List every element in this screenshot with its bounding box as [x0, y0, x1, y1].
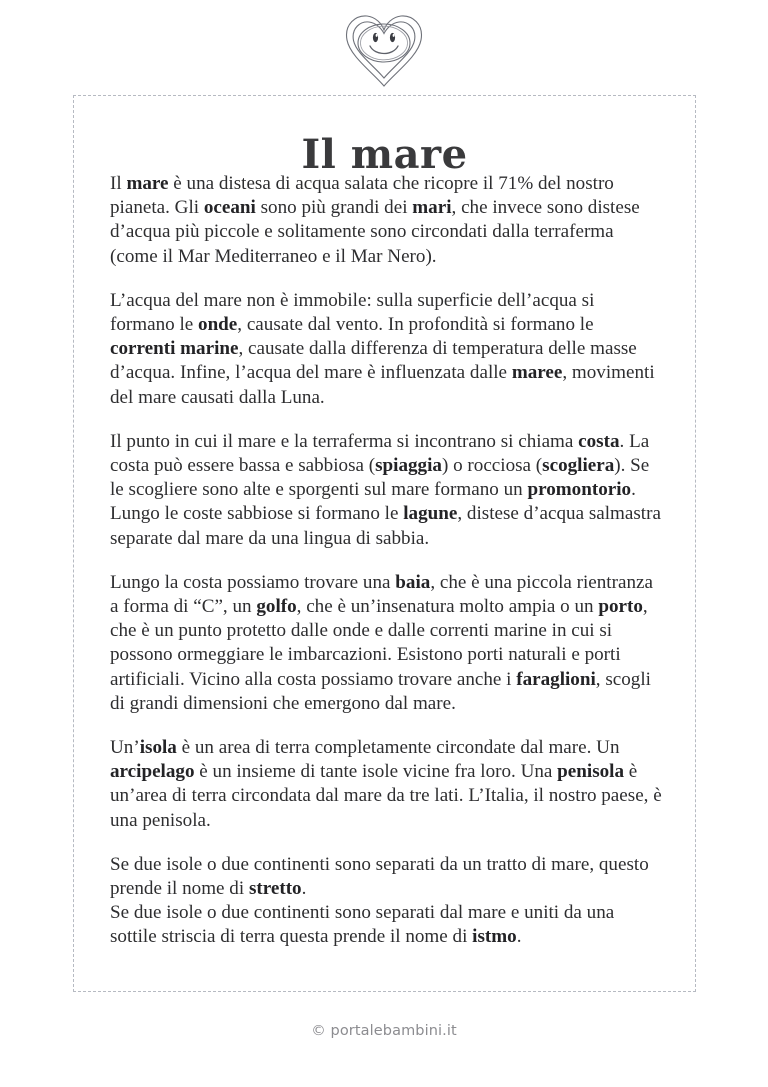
key-term: scogliera	[542, 455, 615, 477]
key-term: porto	[598, 596, 643, 618]
paragraph	[110, 289, 663, 410]
article-body	[110, 172, 663, 950]
key-term: costa	[578, 430, 620, 452]
paragraph	[110, 571, 663, 716]
key-term: arcipelago	[110, 761, 195, 783]
paragraph	[110, 172, 663, 269]
body-text: è un’area di terra circondata dal mare da tre lati. L’Italia, il nostro paese, è una penisola.	[110, 761, 662, 831]
body-text: .	[516, 926, 522, 948]
body-text: Se due isole o due continenti sono separati da un tratto di mare, questo prende il nome di	[110, 853, 649, 900]
body-text: ). Se le scogliere sono alte e sporgenti sul mare formano un	[110, 455, 650, 501]
key-term: baia	[395, 571, 431, 593]
body-text: , che è un’insenatura molto ampia o un	[296, 596, 599, 618]
key-term: correnti marine	[110, 338, 239, 360]
paragraph	[110, 736, 663, 833]
key-term: stretto	[248, 878, 302, 900]
key-term: istmo	[472, 926, 517, 948]
body-text: , che è un punto protetto dalle onde e dalle correnti marine in cui si possono ormeggiare le imbarcazioni. Esistono porti naturali e porti artificiali. Vicino alla costa possiamo trovare anche i	[110, 596, 648, 690]
heart-smiley-icon	[342, 12, 426, 90]
key-term: mari	[412, 197, 452, 219]
body-text: Se due isole o due continenti sono separati dal mare e uniti da una sottile striscia di terra questa prende il nome di	[110, 902, 615, 948]
key-term: isola	[139, 737, 177, 759]
key-term: oceani	[203, 197, 256, 219]
paragraph	[110, 430, 663, 551]
key-term: penisola	[557, 761, 625, 783]
body-text: è un insieme di tante isole vicine fra loro. Una	[194, 761, 558, 783]
key-term: mare	[126, 173, 169, 194]
body-text: Lungo la costa possiamo trovare una	[110, 571, 396, 593]
key-term: promontorio	[527, 479, 632, 501]
body-text: . La costa può essere bassa e sabbiosa (	[110, 430, 650, 477]
body-text: , scogli di grandi dimensioni che emergono dal mare.	[110, 668, 651, 714]
body-text: ) o rocciosa (	[441, 455, 543, 477]
key-term: spiaggia	[375, 455, 442, 477]
key-term: lagune	[403, 503, 458, 525]
body-text: L’acqua del mare non è immobile: sulla superficie dell’acqua si formano le	[110, 289, 595, 336]
key-term: maree	[511, 362, 563, 384]
body-text: , causate dal vento. In profondità si formano le	[237, 314, 594, 336]
key-term: onde	[198, 314, 238, 336]
body-text: , movimenti del mare causati dalla Luna.	[110, 362, 655, 408]
body-text: sono più grandi dei	[255, 197, 413, 219]
body-text: , distese d’acqua salmastra separate dal mare da una lingua di sabbia.	[110, 503, 661, 549]
page-title: Il mare	[301, 130, 468, 178]
logo-area	[0, 8, 768, 94]
key-term: faraglioni	[516, 668, 596, 690]
body-text: Il	[110, 173, 127, 194]
body-text: Un’	[110, 737, 140, 759]
body-text: .	[301, 878, 307, 900]
body-text: . Lungo le coste sabbiose si formano le	[110, 479, 636, 525]
body-text: Il punto in cui il mare e la terraferma si incontrano si chiama	[110, 430, 579, 452]
body-text: , che invece sono distese d’acqua più piccole e solitamente sono circondati dalla terraferma (come il Mar Mediterraneo e il Mar Nero).	[110, 197, 640, 267]
body-text: , che è una piccola rientranza a forma di “C”, un	[110, 571, 653, 618]
body-text: , causate dalla differenza di temperatura delle masse d’acqua. Infine, l’acqua del mare è influenzata dalle	[110, 338, 637, 384]
key-term: golfo	[256, 596, 297, 618]
footer-credit: © portalebambini.it	[311, 1023, 457, 1039]
paragraph	[110, 853, 663, 950]
body-text: è un area di terra completamente circondate dal mare. Un	[176, 737, 620, 759]
body-text: è una distesa di acqua salata che ricopre il 71% del nostro pianeta. Gli	[110, 173, 614, 219]
